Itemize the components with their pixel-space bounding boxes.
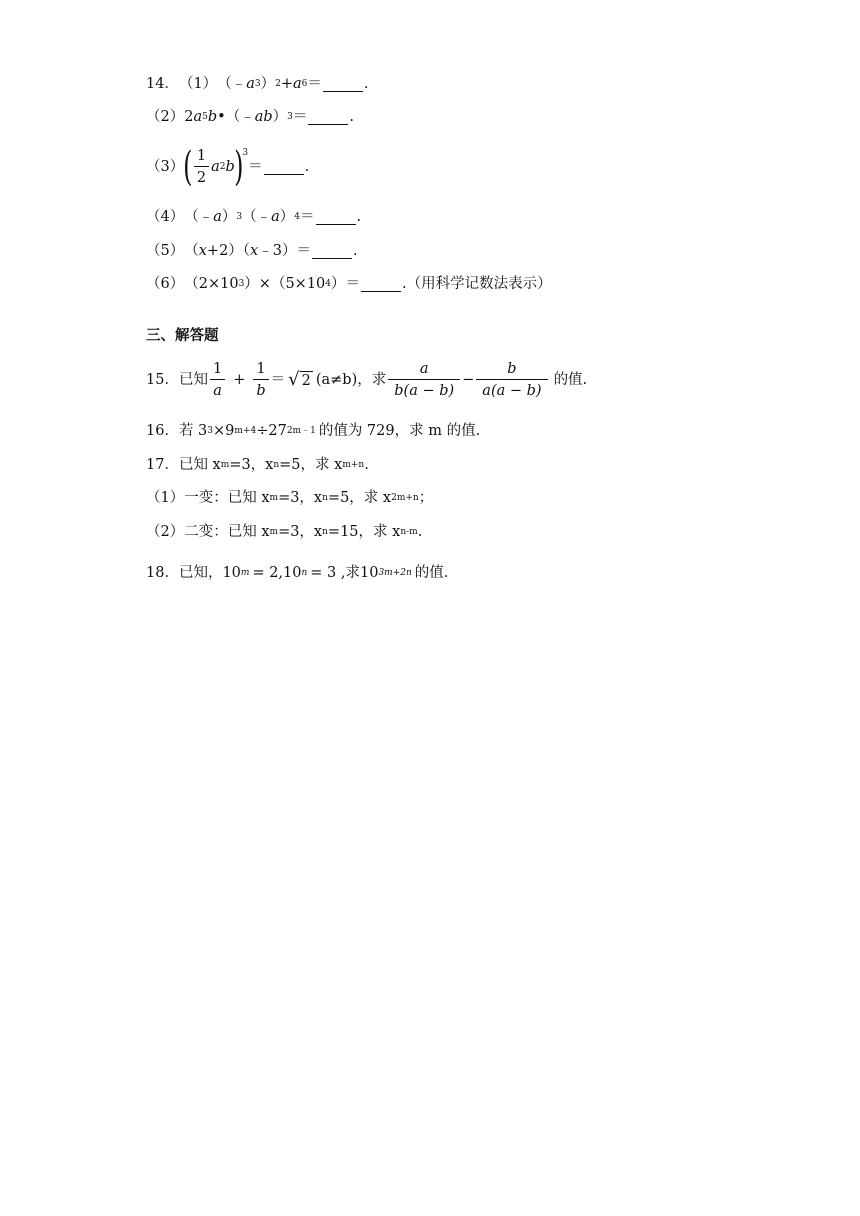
fraction: [253, 359, 268, 402]
part-label: （1）: [178, 76, 218, 92]
numerator: a: [419, 360, 429, 377]
question-number: 18．: [146, 565, 179, 581]
question-number: 17．: [146, 457, 179, 473]
var: a: [292, 76, 302, 92]
expr-text: (a≠b)，求: [315, 372, 387, 388]
expr-text: = 2,10: [252, 565, 302, 581]
expr-text: ）: [272, 109, 288, 125]
expr-text: .（用科学记数法表示）: [402, 276, 552, 292]
answer-blank[interactable]: [264, 160, 304, 175]
denominator: 2: [194, 166, 209, 189]
var: a: [246, 76, 255, 92]
expr-text: ）: [260, 76, 276, 92]
var: a: [271, 209, 280, 225]
expr-text: =3，x: [229, 457, 274, 473]
expr-text: 的值.: [553, 372, 588, 388]
q14-part2: （2） 2 a 5 b •（﹣ ab ） 3 ＝ .: [146, 109, 354, 125]
expr-text: ＝: [292, 109, 308, 125]
expr-text: .: [417, 524, 423, 540]
answer-blank[interactable]: [308, 110, 348, 125]
expr-text: +: [233, 372, 246, 388]
answer-blank[interactable]: [323, 77, 363, 92]
expr-text: ÷27: [256, 423, 287, 439]
expr-text: ×9: [213, 423, 235, 439]
expr-text: 10: [222, 565, 241, 581]
expr-text: .: [349, 109, 354, 125]
denominator: b(a − b): [388, 379, 460, 402]
fraction: [210, 359, 225, 402]
expr-text: （﹣: [242, 209, 272, 225]
q16: 16． 若 3 3 ×9 m+4 ÷27 2m﹣1 的值为 729，求 m 的值.: [146, 423, 481, 439]
answer-blank[interactable]: [312, 244, 352, 259]
expr-text: .: [304, 159, 310, 175]
expr-text: ）＝: [331, 276, 361, 292]
var: x: [250, 243, 259, 259]
expr-text: =3，x: [278, 524, 323, 540]
var: ab: [254, 109, 273, 125]
q17: 17． 已知 x m =3，x n =5，求 x m+n .: [146, 457, 369, 473]
q17-part1: （1）一变：已知 x m =3，x n =5，求 x 2m+n ；: [146, 490, 434, 506]
q14-part3: （3） ( $\frac{1}{2}$ a 2 b ) $^3$ ＝ .: [146, 144, 310, 190]
expr-text: ＝: [270, 372, 286, 388]
var: a: [213, 209, 222, 225]
expr-text: （2）二变：已知 x: [146, 524, 270, 540]
expr-text: 已知，: [178, 565, 223, 581]
part-label: （5）: [146, 243, 185, 259]
expr-text: 2: [184, 109, 194, 125]
expr-text: +2）（: [206, 243, 251, 259]
q14-part6: （6） （2×10 3 ）×（5×10 4 ）＝ .（用科学记数法表示）: [146, 276, 552, 292]
part-label: （3）: [146, 159, 185, 175]
radicand: 2: [301, 373, 311, 389]
expr-text: =3，x: [278, 490, 323, 506]
expr-text: +: [280, 76, 293, 92]
expr-text: 的值.: [414, 565, 449, 581]
part-label: （6）: [146, 276, 185, 292]
expr-text: •（﹣: [217, 109, 255, 125]
expr-text: 已知: [178, 372, 208, 388]
var: b: [225, 159, 235, 175]
numerator: 1: [256, 360, 266, 377]
expr-text: .: [356, 209, 362, 225]
denominator: b: [253, 379, 268, 402]
q14-part4: （4） （﹣ a ） 3 （﹣ a ） 4 ＝ .: [146, 209, 362, 225]
answer-blank[interactable]: [316, 210, 356, 225]
question-number: 15．: [146, 372, 179, 388]
denominator: a: [210, 379, 225, 402]
expr-text: ；: [418, 490, 434, 506]
expr-text: = 3 ,求: [310, 565, 360, 581]
expr-text: （﹣: [217, 76, 247, 92]
q14-part5: [146, 241, 358, 261]
q17-part2: （2）二变：已知 x m =3，x n =15，求 x n-m .: [146, 524, 423, 540]
denominator: a(a − b): [476, 379, 547, 402]
expr-text: 已知 x: [178, 457, 221, 473]
expr-text: （2×10: [184, 276, 239, 292]
part-label: （4）: [146, 209, 185, 225]
expr-text: （1）一变：已知 x: [146, 490, 270, 506]
expr-text: 若 3: [178, 423, 208, 439]
left-paren: (: [183, 144, 193, 190]
expr-text: （: [184, 243, 199, 259]
expr-text: 的值为 729，求 m 的值.: [318, 423, 481, 439]
question-number: 14．: [146, 76, 179, 92]
expr-text: −: [462, 372, 475, 388]
expr-text: ）: [279, 209, 295, 225]
expr-text: =5，求 x: [279, 457, 343, 473]
expr-text: ）×（5×10: [244, 276, 326, 292]
answer-blank[interactable]: [361, 277, 401, 292]
q18: 18． 已知， 10 m = 2,10 n = 3 ,求 10 3m+2n 的值.: [146, 565, 449, 581]
fraction: [476, 359, 547, 402]
expr-text: .: [352, 243, 358, 259]
expr-text: 10: [360, 565, 379, 581]
fraction: [388, 359, 460, 402]
var: a: [211, 159, 220, 175]
var: a: [193, 109, 203, 125]
numerator: 1: [212, 360, 223, 377]
question-number: 16．: [146, 423, 179, 439]
expr-text: （﹣: [184, 209, 214, 225]
q14-part1: 14． （1） （﹣ a 3 ） 2 + a 6 ＝ .: [146, 76, 369, 92]
fraction: [194, 146, 209, 189]
expr-text: ＝: [248, 159, 263, 175]
var: x: [198, 243, 207, 259]
expr-text: ＝: [307, 76, 322, 92]
expr-text: ）: [221, 209, 237, 225]
right-paren: ): [233, 144, 244, 190]
expr-text: ＝: [300, 209, 315, 225]
radical-sign: √: [288, 369, 300, 390]
expr-text: =5，求 x: [327, 490, 392, 506]
numerator: b: [507, 360, 517, 377]
expr-text: ﹣3）＝: [258, 243, 311, 259]
expr-text: .: [363, 76, 369, 92]
numerator: 1: [196, 147, 207, 164]
part-label: （2）: [146, 109, 185, 125]
square-root: [288, 370, 313, 390]
var: b: [207, 109, 218, 125]
expr-text: =15，求 x: [327, 524, 401, 540]
section-heading: 三、解答题: [146, 327, 219, 344]
q15: [146, 355, 587, 405]
expr-text: .: [364, 457, 369, 473]
